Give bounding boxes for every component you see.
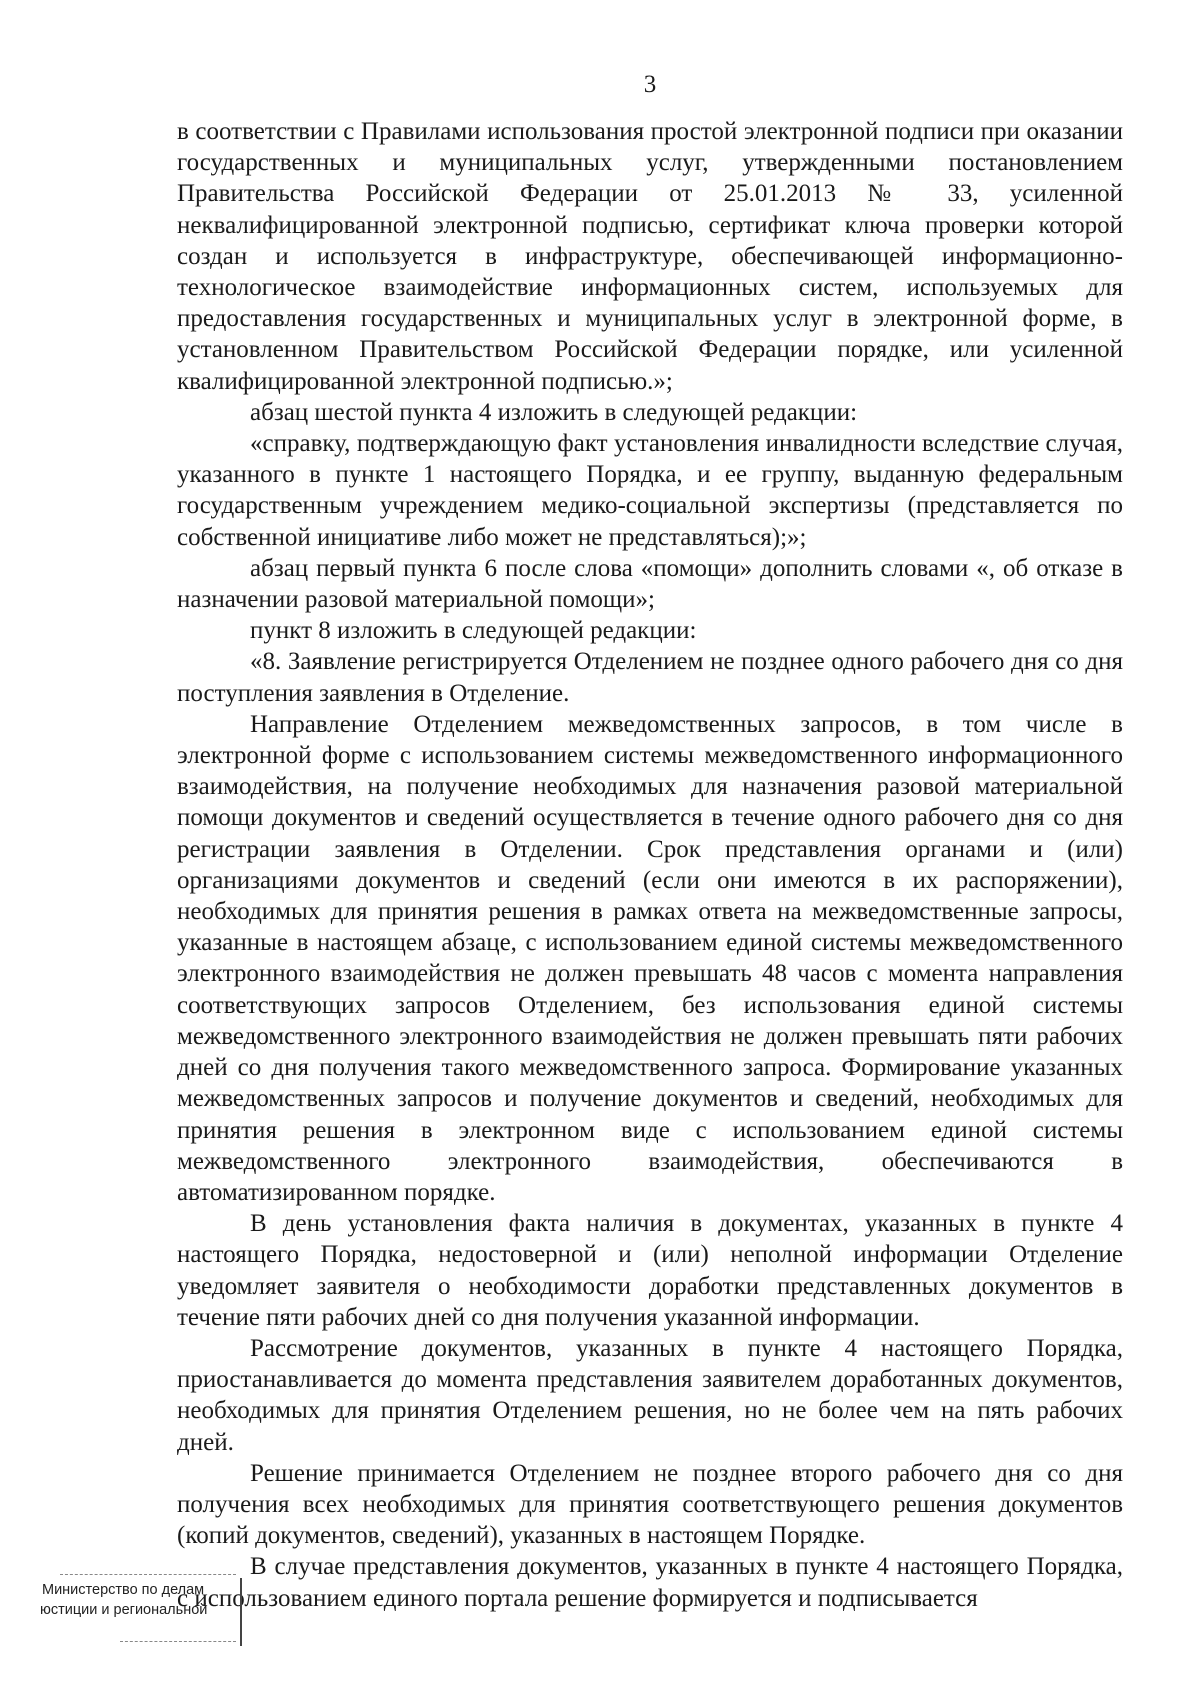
ministry-stamp [40,1578,242,1646]
stamp-line-2: юстиции и региональной [40,1602,208,1618]
document-body [177,116,1123,1614]
paragraph-4: абзац первый пункта 6 после слова «помощи» дополнить словами «, об отказе в назначении разовой материальной помощи»; [177,554,1123,614]
stamp-bottom-line [120,1641,236,1642]
paragraph-2: абзац шестой пункта 4 изложить в следующей редакции: [250,398,858,426]
paragraph-8: В день установления факта наличия в документах, указанных в пункте 4 настоящего Порядка, недостоверной и (или) неполной информации Отделение уведомляет заявителя о необходимости доработки представленных документов в течение пяти рабочих дней со дня получения указанной информации. [177,1210,1123,1331]
paragraph-1: в соответствии с Правилами использования простой электронной подписи при оказании государственных и муниципальных услуг, утвержденными постановлением Правительства Российской Федерации от 25.01.2013 № 33, усиленной неквалифицированной электронной подписью, сертификат ключа проверки которой создан и используется в инфраструктуре, обеспечивающей информационно-технологическое взаимодействие информационных систем, используемых для предоставления государственных и муниципальных услуг в электронной форме, в установленном Правительством Российской Федерации порядке, или усиленной квалифицированной электронной подписью.»; [177,118,1123,395]
paragraph-6: «8. Заявление регистрируется Отделением не позднее одного рабочего дня со дня поступления заявления в Отделение. [177,648,1123,707]
paragraph-3: «справку, подтверждающую факт установления инвалидности вследствие случая, указанного в пункте 1 настоящего Порядка, и ее группу, выданную федеральным государственным учреждением медико-социальной экспертизы (представляется по собственной инициативе либо может не представляться);»; [177,430,1123,551]
stamp-top-line [60,1574,236,1575]
paragraph-9: Рассмотрение документов, указанных в пункте 4 настоящего Порядка, приостанавливается до момента представления заявителем доработанных документов, необходимых для принятия Отделением решения, но не более чем на пять рабочих дней. [177,1334,1123,1456]
paragraph-5: пункт 8 изложить в следующей редакции: [250,617,697,645]
paragraph-11: В случае представления документов, указанных в пункте 4 настоящего Порядка, с использованием единого портала решение формируется и подписывается [177,1553,1123,1612]
paragraph-7: Направление Отделением межведомственных запросов, в том числе в электронной форме с использованием системы межведомственного информационного взаимодействия, на получение необходимых для назначения разовой материальной помощи документов и сведений осуществляется в течение одного рабочего дня со дня регистрации заявления в Отделении. Срок представления органами и (или) организациями документов и сведений (если они имеются в их распоряжении), необходимых для принятия решения в рамках ответа на межведомственные запросы, указанные в настоящем абзаце, с использованием единой системы межведомственного электронного взаимодействия не должен превышать 48 часов с момента направления соответствующих запросов Отделением, без использования единой системы межведомственного электронного взаимодействия не должен превышать пяти рабочих дней со дня получения такого межведомственного запроса. Формирование указанных межведомственных запросов и получение документов и сведений, необходимых для принятия решения в электронном виде с использованием единой системы межведомственного электронного взаимодействия, обеспечиваются в автоматизированном порядке. [177,710,1123,1206]
stamp-line-1: Министерство по делам [42,1582,205,1598]
paragraph-10: Решение принимается Отделением не позднее второго рабочего дня со дня получения всех необходимых для принятия соответствующего решения документов (копий документов, сведений), указанных в настоящем Порядке. [177,1459,1123,1550]
page-number: 3 [643,71,657,98]
